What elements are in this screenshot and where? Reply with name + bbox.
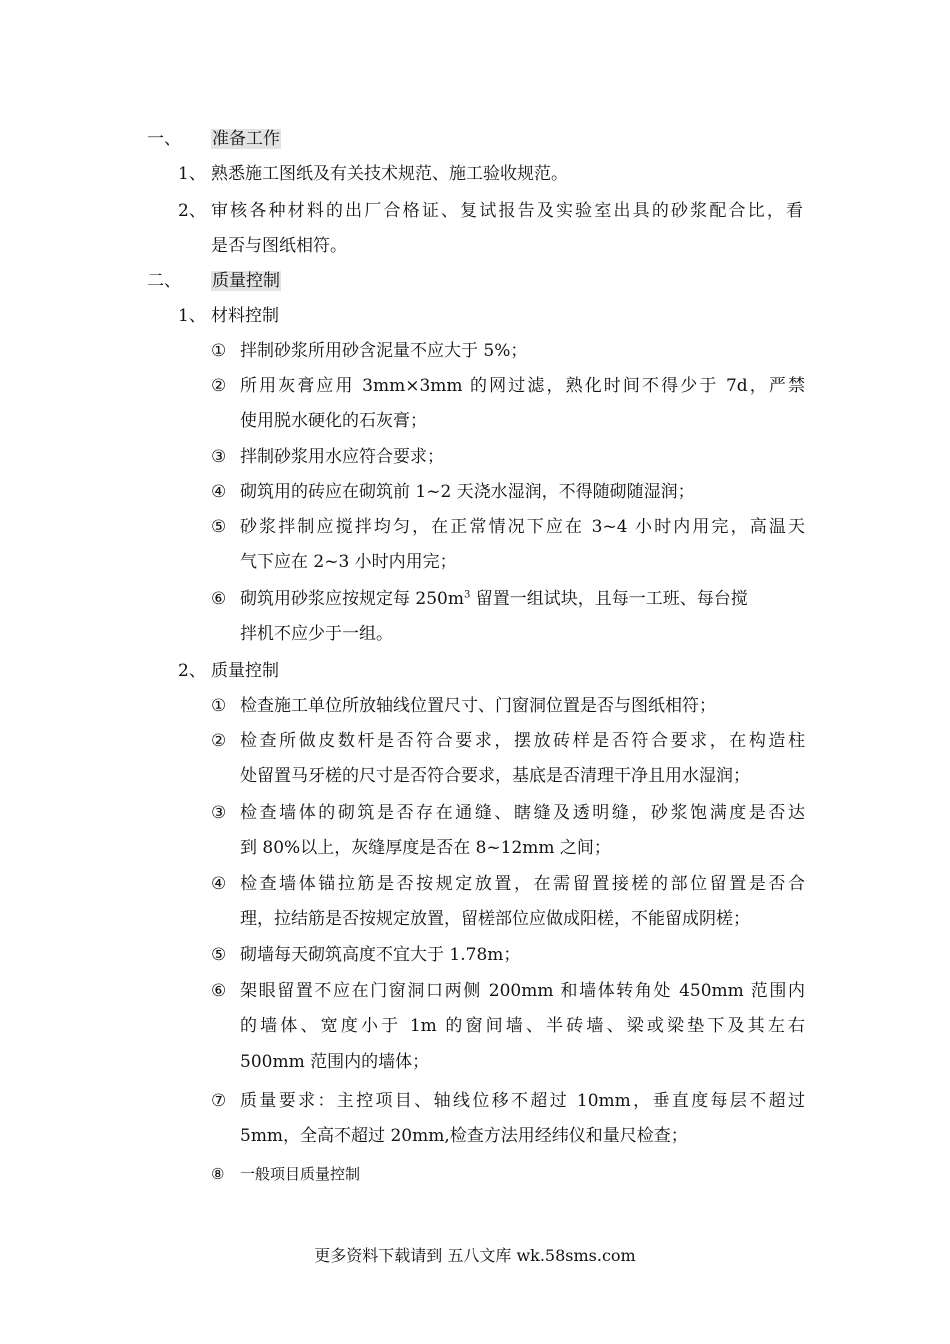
list-item-number: ① bbox=[211, 341, 227, 361]
subsection-number: 2、 bbox=[178, 661, 206, 681]
section-title bbox=[211, 270, 281, 292]
section-title-text: 质量控制 bbox=[212, 271, 280, 291]
list-item-number: ⑥ bbox=[211, 981, 227, 1001]
list-item-text-continued: 的墙体、宽度小于 1m 的窗间墙、半砖墙、梁或梁垫下及其左右 bbox=[240, 1016, 805, 1036]
list-item-text: 所用灰膏应用 3mm×3mm 的网过滤，熟化时间不得少于 7d，严禁 bbox=[240, 376, 805, 396]
list-item-text-continued: 500mm 范围内的墙体； bbox=[240, 1052, 430, 1072]
section-title-text: 准备工作 bbox=[212, 129, 280, 149]
list-item-number: ② bbox=[211, 376, 227, 396]
list-item-text: 砌墙每天砌筑高度不宜大于 1.78m； bbox=[240, 945, 521, 965]
list-item-number: ③ bbox=[211, 803, 227, 823]
subsection-title: 质量控制 bbox=[211, 661, 279, 681]
list-item-number: ① bbox=[211, 696, 227, 716]
list-item-text-continued: 到 80%以上，灰缝厚度是否在 8~12mm 之间； bbox=[240, 838, 611, 858]
list-item-text-continued: 处留置马牙槎的尺寸是否符合要求，基底是否清理干净且用水湿润； bbox=[240, 766, 750, 786]
list-item-text: 拌制砂浆所用砂含泥量不应大于 5%； bbox=[240, 341, 528, 361]
list-item-text-part: 留置一组试块，且每一工班、每台搅 bbox=[470, 589, 748, 609]
item-text: 审核各种材料的出厂合格证、复试报告及实验室出具的砂浆配合比，看 bbox=[211, 201, 803, 221]
section-title bbox=[211, 128, 281, 150]
list-item-text: 砂浆拌制应搅拌均匀，在正常情况下应在 3~4 小时内用完，高温天 bbox=[240, 517, 805, 537]
list-item-number: ④ bbox=[211, 482, 227, 502]
item-number: 2、 bbox=[178, 201, 206, 221]
list-item-number: ⑤ bbox=[211, 945, 227, 965]
list-item-number: ② bbox=[211, 731, 227, 751]
list-item-text: 拌制砂浆用水应符合要求； bbox=[240, 447, 444, 467]
item-text: 熟悉施工图纸及有关技术规范、施工验收规范。 bbox=[211, 164, 568, 184]
list-item-text: 检查墙体锚拉筋是否按规定放置，在需留置接槎的部位留置是否合 bbox=[240, 874, 805, 894]
subsection-number: 1、 bbox=[178, 306, 206, 326]
list-item-text-continued: 使用脱水硬化的石灰膏； bbox=[240, 411, 427, 431]
list-item-text: 检查所做皮数杆是否符合要求，摆放砖样是否符合要求，在构造柱 bbox=[240, 731, 805, 751]
list-item-text: 检查施工单位所放轴线位置尺寸、门窗洞位置是否与图纸相符； bbox=[240, 696, 716, 716]
subsection-title: 材料控制 bbox=[211, 306, 279, 326]
item-number: 1、 bbox=[178, 164, 206, 184]
item-text-continued: 是否与图纸相符。 bbox=[211, 236, 347, 256]
list-item-text: 质量要求：主控项目、轴线位移不超过 10mm，垂直度每层不超过 bbox=[240, 1091, 805, 1111]
list-item-text-continued: 拌机不应少于一组。 bbox=[240, 624, 393, 644]
list-item-text: 砌筑用的砖应在砌筑前 1~2 天浇水湿润，不得随砌随湿润； bbox=[240, 482, 695, 502]
list-item-number: ③ bbox=[211, 447, 227, 467]
list-item-text bbox=[240, 588, 748, 610]
section-number: 二、 bbox=[147, 271, 181, 291]
list-item-text: 一般项目质量控制 bbox=[240, 1165, 361, 1183]
section-number: 一、 bbox=[147, 129, 181, 149]
list-item-number: ⑥ bbox=[211, 589, 227, 609]
list-item-text-continued: 5mm，全高不超过 20mm,检查方法用经纬仪和量尺检查； bbox=[240, 1126, 688, 1146]
page-footer: 更多资料下载请到 五八文库 wk.58sms.com bbox=[314, 1246, 636, 1265]
list-item-number: ⑤ bbox=[211, 517, 227, 537]
list-item-text-continued: 气下应在 2~3 小时内用完； bbox=[240, 552, 457, 572]
superscript: 3 bbox=[463, 589, 471, 601]
list-item-number: ④ bbox=[211, 874, 227, 894]
list-item-number: ⑧ bbox=[211, 1165, 225, 1183]
list-item-text-part: 砌筑用砂浆应按规定每 250m bbox=[240, 589, 464, 609]
list-item-text: 架眼留置不应在门窗洞口两侧 200mm 和墙体转角处 450mm 范围内 bbox=[240, 981, 805, 1001]
list-item-text-continued: 理，拉结筋是否按规定放置，留槎部位应做成阳槎，不能留成阴槎； bbox=[240, 909, 750, 929]
list-item-text: 检查墙体的砌筑是否存在通缝、瞎缝及透明缝，砂浆饱满度是否达 bbox=[240, 803, 805, 823]
list-item-number: ⑦ bbox=[211, 1091, 227, 1111]
